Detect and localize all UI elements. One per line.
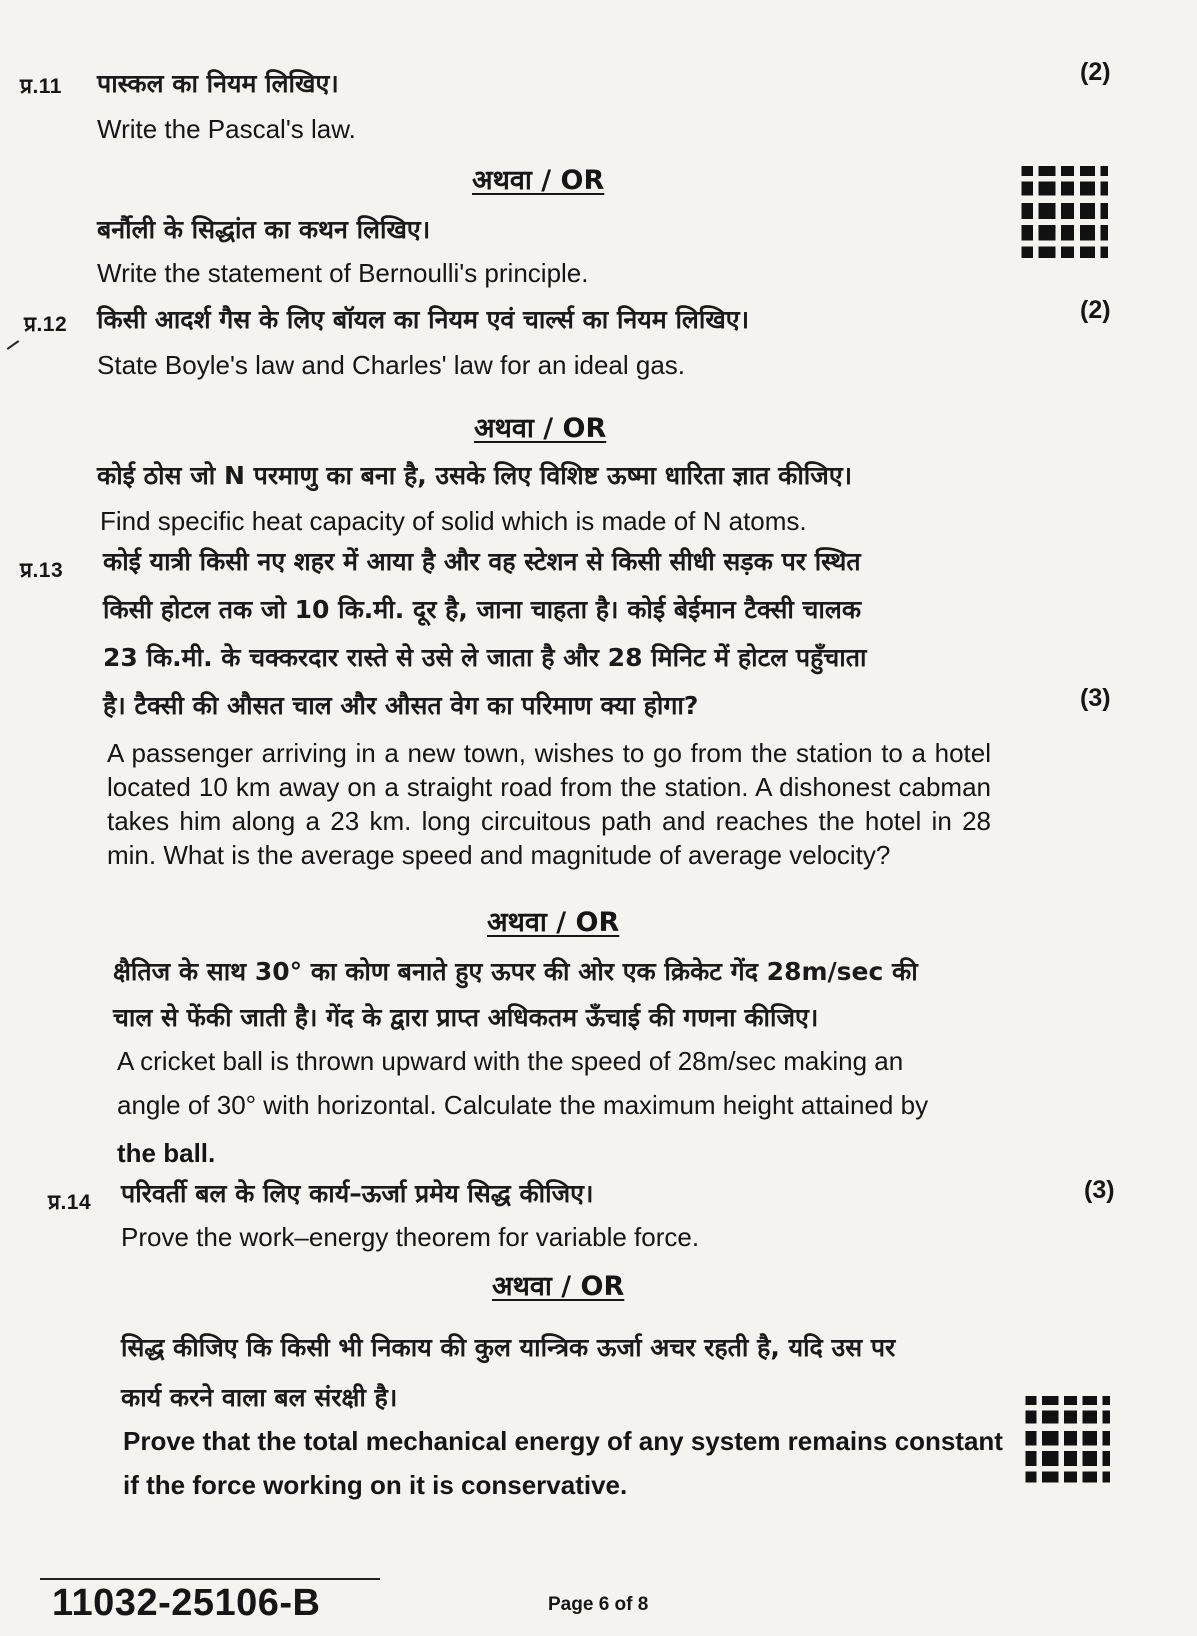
q11-or-label: अथवा / OR — [472, 165, 605, 196]
q13-marks: (3) — [1080, 684, 1111, 712]
q11-alt-english-text: Write the statement of Bernoulli's principle. — [97, 258, 589, 288]
q13-hindi-line-2: किसी होटल तक जो 10 कि.मी. दूर है, जाना चाहता है। कोई बेईमान टैक्सी चालक — [103, 595, 862, 624]
q11-marks: (2) — [1080, 58, 1111, 86]
q12-or-label: अथवा / OR — [474, 413, 607, 444]
q14-alt-english-line-1: Prove that the total mechanical energy of any system remains constant — [123, 1426, 1003, 1456]
paper-code: 11032-25106-B — [52, 1582, 321, 1624]
qr-code-top — [1014, 166, 1108, 264]
q12-alt-hindi-text: कोई ठोस जो N परमाणु का बना है, उसके लिए विशिष्ट ऊष्मा धारिता ज्ञात कीजिए। — [97, 461, 853, 490]
page-number: Page 6 of 8 — [548, 1594, 649, 1615]
q13-alt-english-line-2: angle of 30° with horizontal. Calculate the maximum height attained by — [117, 1090, 929, 1120]
q13-alt-hindi-line-2: चाल से फेंकी जाती है। गेंद के द्वारा प्राप्त अधिकतम ऊँचाई की गणना कीजिए। — [113, 1003, 819, 1032]
q14-alt-hindi-line-1: सिद्ध कीजिए कि किसी भी निकाय की कुल यान्त्रिक ऊर्जा अचर रहती है, यदि उस पर — [121, 1333, 896, 1362]
q14-marks: (3) — [1084, 1176, 1115, 1204]
question-number-11: प्र.11 — [20, 75, 62, 98]
q12-hindi-text: किसी आदर्श गैस के लिए बॉयल का नियम एवं चार्ल्स का नियम लिखिए। — [97, 305, 750, 334]
q14-alt-english-line-2: if the force working on it is conservative. — [123, 1470, 628, 1500]
q13-or-label: अथवा / OR — [487, 907, 620, 938]
q12-marks: (2) — [1080, 296, 1111, 324]
qr-code-bottom — [1018, 1396, 1110, 1488]
q14-hindi-text: परिवर्ती बल के लिए कार्य–ऊर्जा प्रमेय सिद्ध कीजिए। — [121, 1179, 594, 1208]
footer-rule — [40, 1578, 380, 1580]
pen-tick-mark — [7, 340, 20, 350]
q11-hindi-text: पास्कल का नियम लिखिए। — [97, 69, 339, 98]
q13-english-text: A passenger arriving in a new town, wishes to go from the station to a hotel located 10 km away on a straight road from the station. A dishonest cabman takes him along a 23 km. long circuitous path and reaches the hotel in 28 min. What is the average speed and magnitude of average velocity? — [107, 738, 991, 870]
q12-alt-english-text: Find specific heat capacity of solid which is made of N atoms. — [100, 506, 807, 536]
q11-alt-hindi-text: बर्नौली के सिद्धांत का कथन लिखिए। — [97, 215, 431, 244]
q11-english-text: Write the Pascal's law. — [97, 114, 356, 144]
q13-hindi-line-4: है। टैक्सी की औसत चाल और औसत वेग का परिमाण क्या होगा? — [103, 691, 699, 720]
q14-alt-hindi-line-2: कार्य करने वाला बल संरक्षी है। — [121, 1383, 398, 1412]
q13-hindi-line-3: 23 कि.मी. के चक्करदार रास्ते से उसे ले जाता है और 28 मिनिट में होटल पहुँचाता — [103, 643, 867, 672]
q13-hindi-line-1: कोई यात्री किसी नए शहर में आया है और वह स्टेशन से किसी सीधी सड़क पर स्थित — [103, 547, 861, 576]
q12-english-text: State Boyle's law and Charles' law for an ideal gas. — [97, 350, 686, 380]
q14-or-label: अथवा / OR — [492, 1271, 625, 1302]
q13-alt-english-line-1: A cricket ball is thrown upward with the speed of 28m/sec making an — [117, 1046, 904, 1076]
question-number-12: प्र.12 — [24, 313, 68, 336]
q14-english-text: Prove the work–energy theorem for variable force. — [121, 1222, 700, 1252]
question-number-13: प्र.13 — [20, 559, 64, 582]
q13-alt-english-line-3: the ball. — [117, 1138, 216, 1168]
q13-alt-hindi-line-1: क्षैतिज के साथ 30° का कोण बनाते हुए ऊपर की ओर एक क्रिकेट गेंद 28m/sec की — [113, 957, 918, 986]
question-number-14: प्र.14 — [48, 1191, 92, 1214]
